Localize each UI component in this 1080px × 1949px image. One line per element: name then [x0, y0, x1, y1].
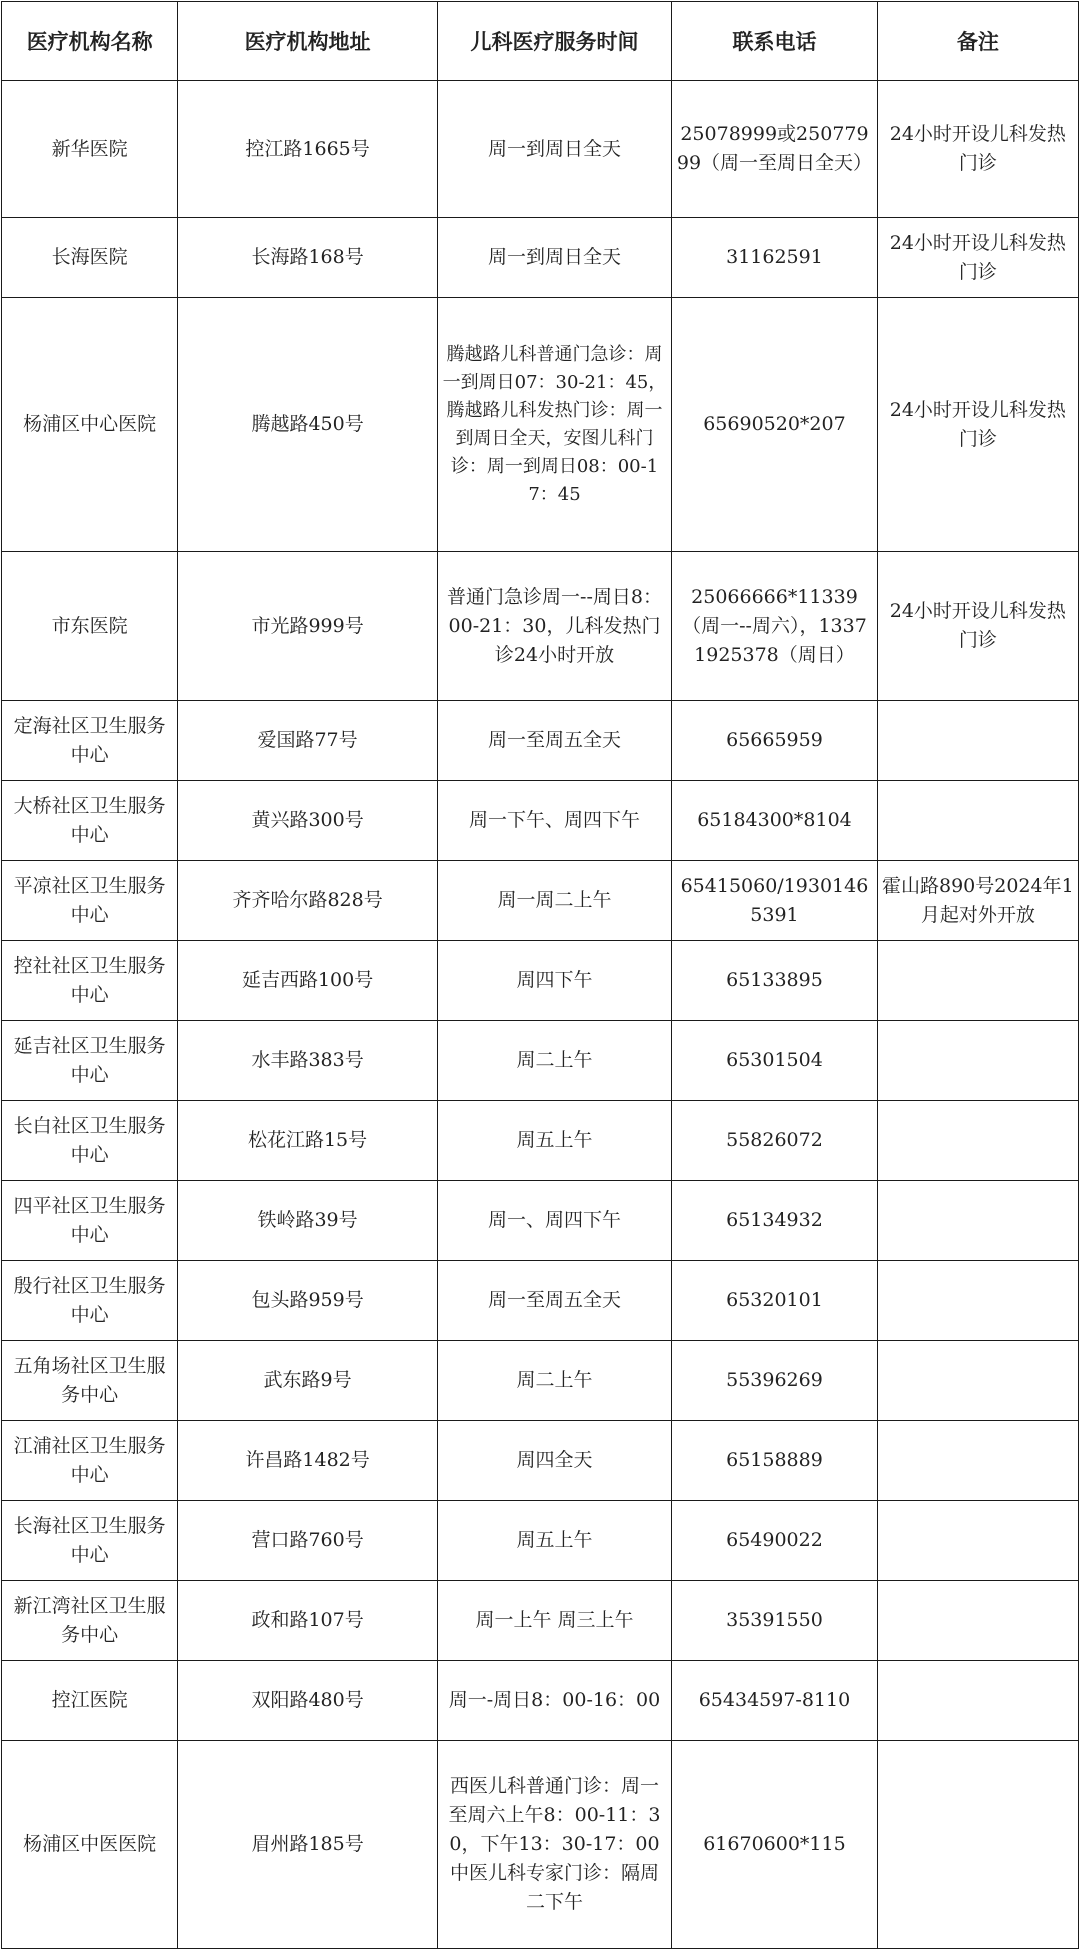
table-row — [2, 1261, 1079, 1341]
cell-note — [877, 1741, 1078, 1949]
cell-phone: 65134932 — [672, 1181, 877, 1261]
cell-phone: 55826072 — [672, 1101, 877, 1181]
cell-hours: 周二上午 — [437, 1341, 671, 1421]
cell-hours: 周二上午 — [437, 1021, 671, 1101]
cell-address: 爱国路77号 — [178, 701, 437, 781]
header-hours: 儿科医疗服务时间 — [437, 2, 671, 81]
cell-phone: 25078999或25077999（周一至周日全天） — [672, 81, 877, 218]
cell-address: 营口路760号 — [178, 1501, 437, 1581]
cell-hours: 周一至周五全天 — [437, 701, 671, 781]
cell-note — [877, 1581, 1078, 1661]
cell-note: 24小时开设儿科发热门诊 — [877, 298, 1078, 552]
cell-address: 控江路1665号 — [178, 81, 437, 218]
table-row — [2, 1421, 1079, 1501]
cell-hours: 周一周二上午 — [437, 861, 671, 941]
table-row — [2, 1741, 1079, 1949]
cell-name: 殷行社区卫生服务中心 — [2, 1261, 178, 1341]
cell-address: 政和路107号 — [178, 1581, 437, 1661]
header-phone: 联系电话 — [672, 2, 877, 81]
cell-note: 24小时开设儿科发热门诊 — [877, 81, 1078, 218]
table-row — [2, 1021, 1079, 1101]
cell-hours: 周四全天 — [437, 1421, 671, 1501]
cell-name: 平凉社区卫生服务中心 — [2, 861, 178, 941]
cell-note — [877, 781, 1078, 861]
table-row — [2, 701, 1079, 781]
table-row — [2, 941, 1079, 1021]
cell-note: 24小时开设儿科发热门诊 — [877, 552, 1078, 701]
cell-phone: 31162591 — [672, 218, 877, 298]
cell-name: 大桥社区卫生服务中心 — [2, 781, 178, 861]
cell-name: 新华医院 — [2, 81, 178, 218]
cell-phone: 55396269 — [672, 1341, 877, 1421]
cell-hours: 周一下午、周四下午 — [437, 781, 671, 861]
cell-phone: 65301504 — [672, 1021, 877, 1101]
table-row — [2, 861, 1079, 941]
cell-address: 水丰路383号 — [178, 1021, 437, 1101]
cell-note — [877, 1021, 1078, 1101]
cell-hours: 周一上午 周三上午 — [437, 1581, 671, 1661]
cell-name: 杨浦区中医医院 — [2, 1741, 178, 1949]
table-row — [2, 1661, 1079, 1741]
table-row — [2, 1501, 1079, 1581]
pediatric-clinic-table — [1, 1, 1079, 1949]
header-note: 备注 — [877, 2, 1078, 81]
cell-hours: 普通门急诊周一--周日8：00-21：30，儿科发热门诊24小时开放 — [437, 552, 671, 701]
cell-phone: 65133895 — [672, 941, 877, 1021]
table-row — [2, 781, 1079, 861]
cell-name: 新江湾社区卫生服务中心 — [2, 1581, 178, 1661]
table-row — [2, 1341, 1079, 1421]
cell-note: 24小时开设儿科发热门诊 — [877, 218, 1078, 298]
table-row — [2, 552, 1079, 701]
cell-note — [877, 1421, 1078, 1501]
cell-hours: 周五上午 — [437, 1101, 671, 1181]
cell-name: 江浦社区卫生服务中心 — [2, 1421, 178, 1501]
table-row — [2, 1181, 1079, 1261]
cell-note — [877, 1501, 1078, 1581]
cell-address: 铁岭路39号 — [178, 1181, 437, 1261]
cell-address: 黄兴路300号 — [178, 781, 437, 861]
header-name: 医疗机构名称 — [2, 2, 178, 81]
cell-note — [877, 941, 1078, 1021]
cell-address: 延吉西路100号 — [178, 941, 437, 1021]
cell-name: 长白社区卫生服务中心 — [2, 1101, 178, 1181]
cell-address: 齐齐哈尔路828号 — [178, 861, 437, 941]
cell-note — [877, 1261, 1078, 1341]
cell-note — [877, 1181, 1078, 1261]
cell-note — [877, 1101, 1078, 1181]
cell-address: 松花江路15号 — [178, 1101, 437, 1181]
cell-hours: 周一到周日全天 — [437, 81, 671, 218]
cell-phone: 65158889 — [672, 1421, 877, 1501]
cell-name: 定海社区卫生服务中心 — [2, 701, 178, 781]
cell-hours: 周五上午 — [437, 1501, 671, 1581]
cell-phone: 61670600*115 — [672, 1741, 877, 1949]
cell-phone: 65490022 — [672, 1501, 877, 1581]
cell-address: 眉州路185号 — [178, 1741, 437, 1949]
cell-note: 霍山路890号2024年1月起对外开放 — [877, 861, 1078, 941]
cell-name: 延吉社区卫生服务中心 — [2, 1021, 178, 1101]
cell-phone: 25066666*11339（周一--周六），13371925378（周日） — [672, 552, 877, 701]
cell-phone: 65320101 — [672, 1261, 877, 1341]
cell-hours: 周一到周日全天 — [437, 218, 671, 298]
cell-hours: 周一-周日8：00-16：00 — [437, 1661, 671, 1741]
cell-name: 长海社区卫生服务中心 — [2, 1501, 178, 1581]
cell-name: 长海医院 — [2, 218, 178, 298]
cell-hours: 周一至周五全天 — [437, 1261, 671, 1341]
table-row — [2, 1101, 1079, 1181]
cell-name: 四平社区卫生服务中心 — [2, 1181, 178, 1261]
table-row — [2, 81, 1079, 218]
cell-hours: 周四下午 — [437, 941, 671, 1021]
table-row — [2, 298, 1079, 552]
cell-address: 包头路959号 — [178, 1261, 437, 1341]
table-row — [2, 1581, 1079, 1661]
cell-name: 市东医院 — [2, 552, 178, 701]
cell-name: 控江医院 — [2, 1661, 178, 1741]
cell-address: 双阳路480号 — [178, 1661, 437, 1741]
cell-hours: 周一、周四下午 — [437, 1181, 671, 1261]
header-row — [2, 2, 1079, 81]
cell-phone: 65690520*207 — [672, 298, 877, 552]
cell-note — [877, 1341, 1078, 1421]
cell-phone: 65184300*8104 — [672, 781, 877, 861]
cell-hours: 西医儿科普通门诊：周一至周六上午8：00-11：30，下午13：30-17：00 中医儿科专家门诊：隔周二下午 — [437, 1741, 671, 1949]
cell-address: 腾越路450号 — [178, 298, 437, 552]
cell-phone: 65434597-8110 — [672, 1661, 877, 1741]
cell-address: 市光路999号 — [178, 552, 437, 701]
cell-name: 五角场社区卫生服务中心 — [2, 1341, 178, 1421]
cell-address: 许昌路1482号 — [178, 1421, 437, 1501]
cell-address: 长海路168号 — [178, 218, 437, 298]
cell-hours: 腾越路儿科普通门急诊：周一到周日07：30-21：45，腾越路儿科发热门诊：周一到周日全天，安图儿科门诊：周一到周日08：00-17：45 — [437, 298, 671, 552]
table-row — [2, 218, 1079, 298]
cell-phone: 35391550 — [672, 1581, 877, 1661]
cell-address: 武东路9号 — [178, 1341, 437, 1421]
cell-note — [877, 1661, 1078, 1741]
cell-phone: 65665959 — [672, 701, 877, 781]
cell-phone: 65415060/19301465391 — [672, 861, 877, 941]
cell-note — [877, 701, 1078, 781]
header-address: 医疗机构地址 — [178, 2, 437, 81]
cell-name: 杨浦区中心医院 — [2, 298, 178, 552]
cell-name: 控社社区卫生服务中心 — [2, 941, 178, 1021]
